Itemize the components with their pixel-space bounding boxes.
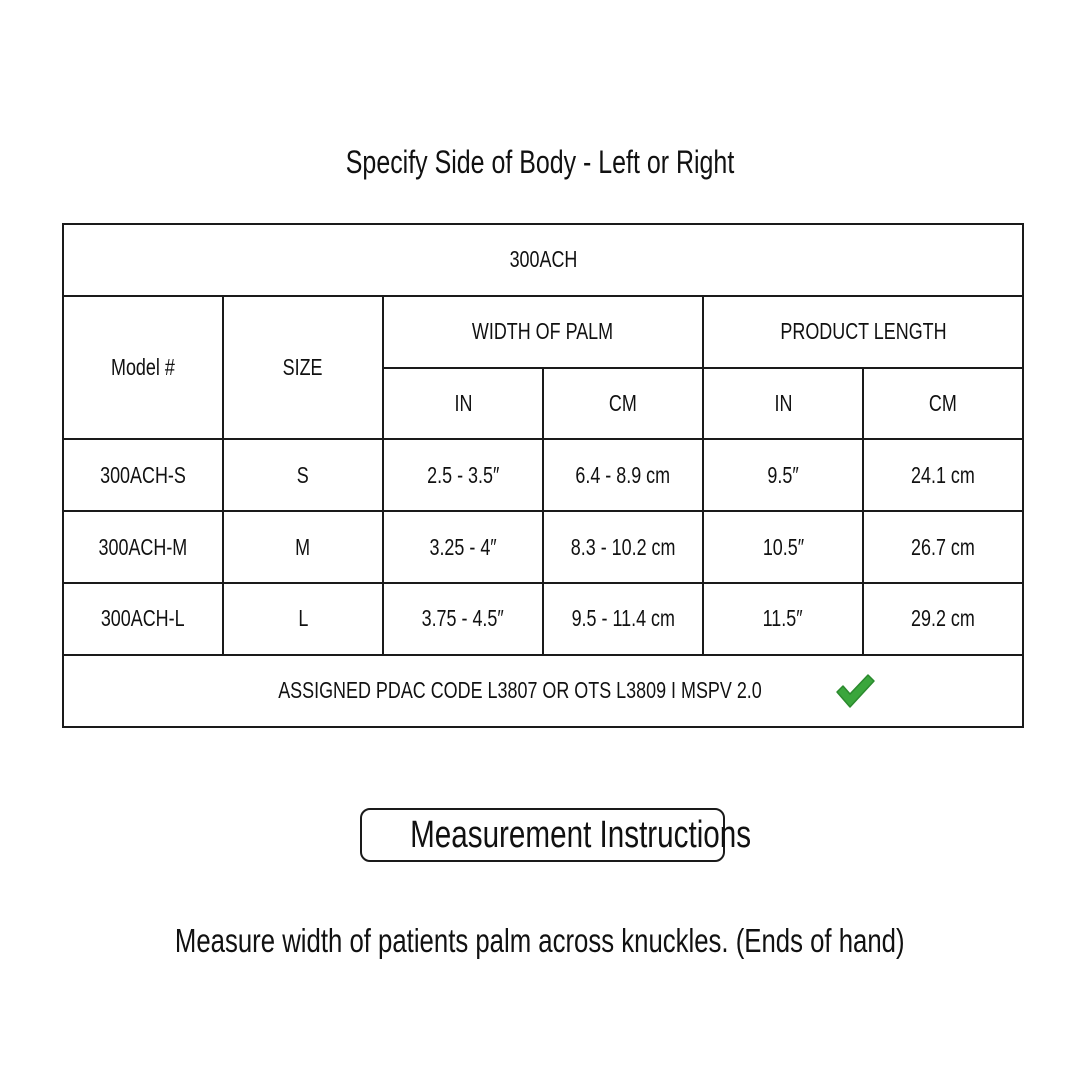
palm-cm-value: 8.3 - 10.2 cm bbox=[570, 533, 676, 560]
subheader-palm-in-label: IN bbox=[454, 389, 472, 416]
model-value: 300ACH-L bbox=[101, 605, 185, 632]
palm-in-value: 3.75 - 4.5″ bbox=[421, 605, 505, 632]
cell-length-in bbox=[703, 511, 863, 583]
checkmark-shape bbox=[837, 675, 874, 707]
subheader-length-cm-label: CM bbox=[929, 389, 957, 416]
table-row bbox=[63, 439, 1023, 511]
cell-size bbox=[223, 511, 383, 583]
measurement-instructions-heading bbox=[360, 808, 752, 862]
size-value: S bbox=[297, 461, 309, 488]
table-row bbox=[63, 583, 1023, 655]
table-row bbox=[63, 511, 1023, 583]
subheader-length-in bbox=[703, 368, 863, 440]
title-row bbox=[63, 224, 1023, 296]
page-subtitle bbox=[0, 140, 1080, 184]
cell-size bbox=[223, 439, 383, 511]
cell-palm-cm bbox=[543, 583, 703, 655]
length-in-value: 11.5″ bbox=[763, 605, 803, 632]
cell-length-in bbox=[703, 583, 863, 655]
subheader-palm-in bbox=[383, 368, 543, 440]
cell-length-cm bbox=[863, 511, 1023, 583]
header-size bbox=[223, 296, 383, 440]
header-width-of-palm bbox=[383, 296, 703, 368]
footer-row bbox=[63, 655, 1023, 727]
header-row bbox=[63, 296, 1023, 368]
model-value: 300ACH-M bbox=[98, 533, 188, 560]
length-cm-value: 24.1 cm bbox=[911, 461, 975, 488]
model-value: 300ACH-S bbox=[100, 461, 186, 488]
header-model bbox=[63, 296, 223, 440]
cell-model bbox=[63, 439, 223, 511]
header-product-length-label: PRODUCT LENGTH bbox=[779, 318, 947, 345]
pdac-code-text: ASSIGNED PDAC CODE L3807 OR OTS L3809 I MSPV 2.0 bbox=[278, 677, 762, 704]
product-title-cell bbox=[63, 224, 1023, 296]
pdac-code-cell bbox=[63, 655, 1023, 727]
cell-model bbox=[63, 583, 223, 655]
instructions-heading-text: Measurement Instructions bbox=[410, 814, 752, 856]
instructions-body-text: Measure width of patients palm across knuckles. (Ends of hand) bbox=[175, 922, 905, 959]
cell-palm-cm bbox=[543, 511, 703, 583]
length-in-value: 9.5″ bbox=[767, 461, 799, 488]
length-cm-value: 26.7 cm bbox=[911, 533, 975, 560]
cell-palm-in bbox=[383, 439, 543, 511]
green-checkmark-icon bbox=[834, 672, 876, 710]
cell-palm-in bbox=[383, 511, 543, 583]
cell-palm-in bbox=[383, 583, 543, 655]
palm-in-value: 2.5 - 3.5″ bbox=[426, 461, 500, 488]
cell-length-in bbox=[703, 439, 863, 511]
cell-model bbox=[63, 511, 223, 583]
subheader-palm-cm bbox=[543, 368, 703, 440]
subheader-palm-cm-label: CM bbox=[609, 389, 637, 416]
header-model-label: Model # bbox=[111, 354, 175, 381]
cell-palm-cm bbox=[543, 439, 703, 511]
subheader-length-in-label: IN bbox=[774, 389, 792, 416]
palm-cm-value: 9.5 - 11.4 cm bbox=[571, 605, 675, 632]
header-product-length bbox=[703, 296, 1023, 368]
palm-cm-value: 6.4 - 8.9 cm bbox=[575, 461, 671, 488]
size-value: M bbox=[295, 533, 311, 560]
cell-length-cm bbox=[863, 583, 1023, 655]
cell-length-cm bbox=[863, 439, 1023, 511]
product-title: 300ACH bbox=[509, 246, 577, 273]
cell-size bbox=[223, 583, 383, 655]
header-size-label: SIZE bbox=[283, 354, 323, 381]
measurement-instructions-text bbox=[0, 918, 1080, 964]
header-width-of-palm-label: WIDTH OF PALM bbox=[472, 318, 614, 345]
palm-in-value: 3.25 - 4″ bbox=[429, 533, 497, 560]
size-chart-table bbox=[62, 223, 1024, 728]
subtitle-text: Specify Side of Body - Left or Right bbox=[345, 144, 735, 180]
subheader-length-cm bbox=[863, 368, 1023, 440]
length-cm-value: 29.2 cm bbox=[911, 605, 975, 632]
size-value: L bbox=[298, 605, 308, 632]
length-in-value: 10.5″ bbox=[762, 533, 804, 560]
